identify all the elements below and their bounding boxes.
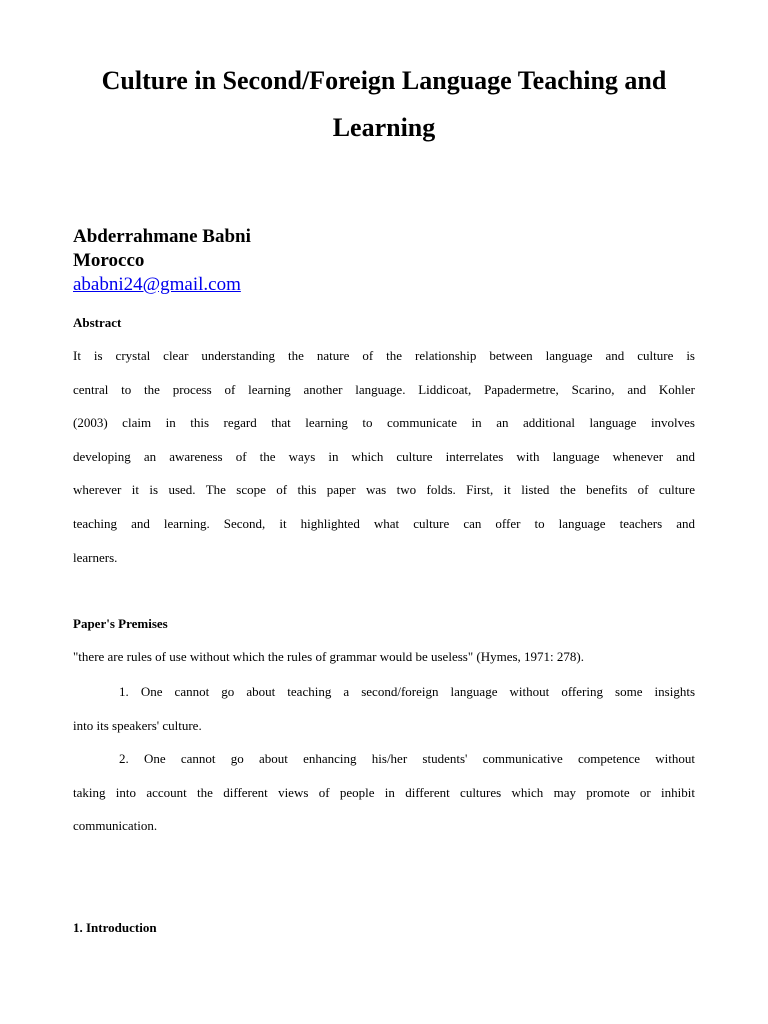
abstract-heading: Abstract: [73, 315, 122, 330]
premise-item-1: [73, 675, 695, 742]
abstract-line: teaching and learning. Second, it highlighted what culture can offer to language teachers and: [73, 515, 695, 531]
abstract-line: learners.: [73, 549, 118, 565]
document-title-line-1: Culture in Second/Foreign Language Teaching and: [101, 66, 667, 95]
premise-line: 2. One cannot go about enhancing his/her students' communicative competence without: [119, 751, 695, 766]
abstract-paragraph: [73, 339, 695, 574]
abstract-line: central to the process of learning another language. Liddicoat, Papadermetre, Scarino, and Kohler: [73, 381, 695, 397]
premise-line: taking into account the different views of people in different cultures which may promote or inhibit: [73, 784, 695, 800]
introduction-heading: 1. Introduction: [73, 920, 157, 935]
quote-text: "there are rules of use without which the rules of grammar would be useless": [73, 649, 474, 664]
abstract-line: wherever it is used. The scope of this paper was two folds. First, it listed the benefits of culture: [73, 482, 695, 498]
author-email-link[interactable]: ababni24@gmail.com: [73, 274, 241, 295]
premises-quote: [73, 649, 584, 665]
quote-citation: (Hymes, 1971: 278).: [473, 649, 584, 664]
abstract-line: developing an awareness of the ways in which culture interrelates with language whenever and: [73, 448, 695, 464]
premise-item-2: [73, 742, 695, 843]
premise-line: into its speakers' culture.: [73, 717, 202, 733]
author-block: [73, 225, 251, 297]
premise-line: 1. One cannot go about teaching a second/foreign language without offering some insights: [119, 684, 695, 699]
premise-line: communication.: [73, 818, 158, 834]
document-title-line-2: Learning: [332, 113, 436, 142]
premises-heading: Paper's Premises: [73, 616, 168, 631]
author-country: Morocco: [73, 250, 145, 271]
abstract-line: (2003) claim in this regard that learning to communicate in an additional language involves: [73, 415, 695, 431]
author-name: Abderrahmane Babni: [73, 226, 251, 247]
abstract-line: It is crystal clear understanding the nature of the relationship between language and culture is: [73, 348, 695, 363]
